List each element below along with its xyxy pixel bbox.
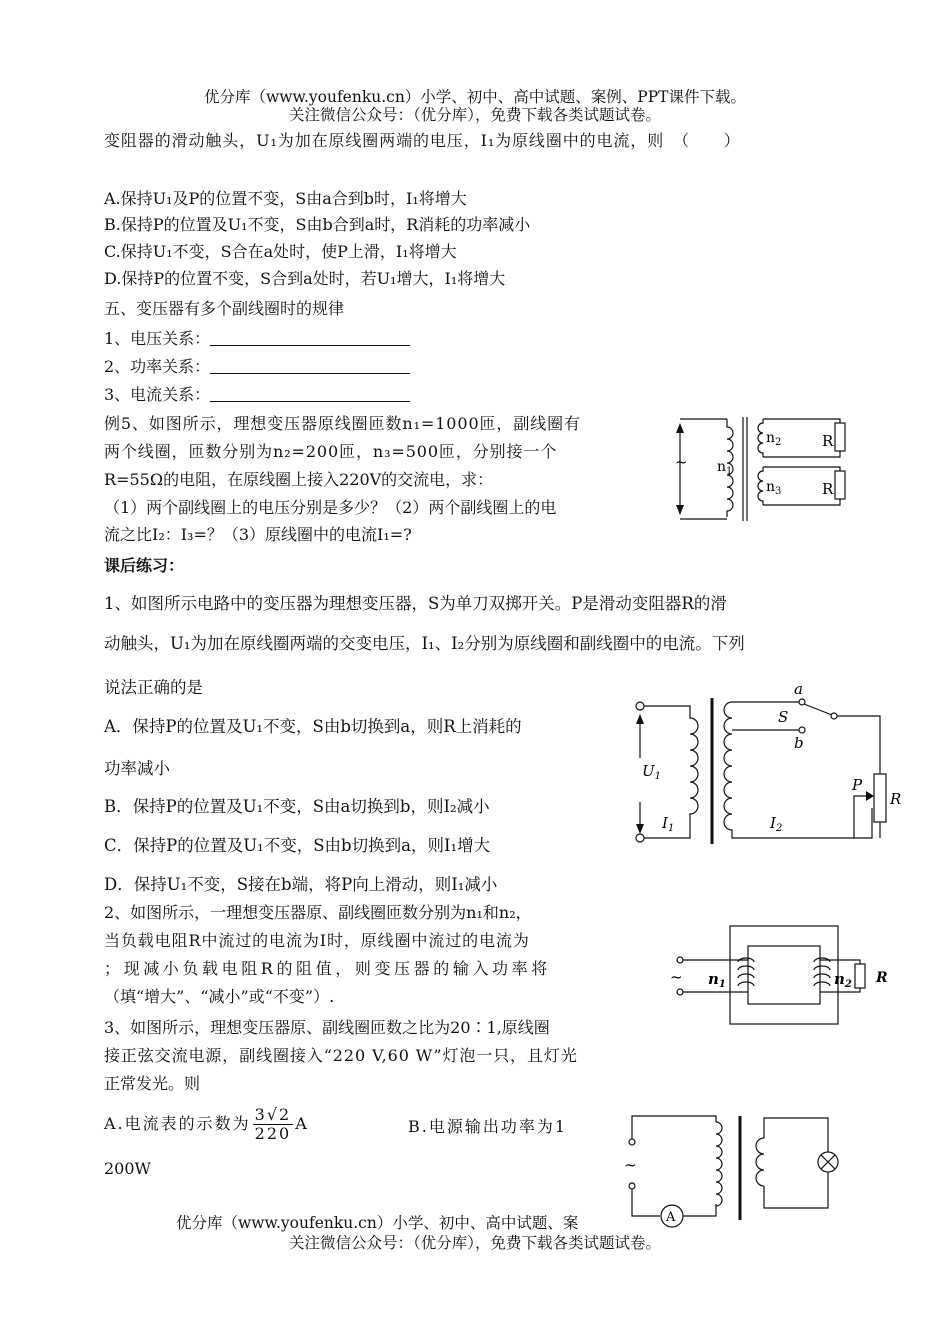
footer-line-1: 优分库（www.youfenku.cn）小学、初中、高中试题、案 [176,1214,579,1232]
answer-blank[interactable] [210,385,410,402]
option-a-fraction [253,1106,294,1143]
practice-q1-option-a: A．保持P的位置及U₁不变，S由b切换到a，则R上消耗的 [104,717,522,736]
example5-line: 例5、如图所示，理想变压器原线圈匝数n₁=1000匝，副线圈有 [104,414,581,433]
relation-label: 2、功率关系： [104,357,211,376]
practice-q1-stem: 动触头，U₁为加在原线圈两端的交变电压，I₁、I₂分别为原线圈和副线圈中的电流。下列 [104,634,745,653]
i2-label: $I_2$ [770,814,783,834]
answer-blank[interactable] [210,357,410,374]
relation-label: 1、电压关系： [104,329,211,348]
practice-q3-option-b: B.电源输出功率为1 [408,1117,568,1136]
practice-title: 课后练习： [104,556,185,575]
r-label: R [890,790,902,808]
question-stem: 变阻器的滑动触头，U₁为加在原线圈两端的电压，I₁为原线圈中的电流，则 （ ） [104,131,741,150]
relation-current [104,384,410,406]
ac-symbol: ~ [670,968,683,986]
practice-q1-circuit-figure [630,678,910,850]
n3-label: $n_3$ [766,479,782,497]
fraction-numerator: 3√2 [254,1105,292,1124]
example5-line: （1）两个副线圈上的电压分别是多少？（2）两个副线圈上的电 [104,498,557,517]
practice-q2-line: ；现减小负载电阻R的阻值，则变压器的输入功率将 [104,959,551,978]
practice-q1-stem: 说法正确的是 [104,678,203,697]
practice-q2-line: （填“增大”、“减小”或“不变”）. [104,987,335,1006]
ac-symbol: ~ [624,1156,637,1174]
practice-q3-transformer-figure [620,1108,852,1230]
ac-symbol: ~ [675,453,688,471]
n2-label: $n_2$ [834,970,852,990]
option-c: C.保持U₁不变，S合在a处时，使P上滑，I₁将增大 [104,242,457,261]
switch-a-label: a [794,680,803,698]
p-label: P [852,776,863,794]
option-a: A.保持U₁及P的位置不变，S由a合到b时，I₁将增大 [104,189,467,208]
practice-q1-option-a-cont: 功率减小 [104,759,170,778]
relation-voltage [104,328,410,350]
switch-s-label: S [778,708,789,726]
practice-q3-option-a [104,1106,309,1143]
practice-q1-option-b: B．保持P的位置及U₁不变，S由a切换到b，则I₂减小 [104,797,490,816]
ammeter-icon: A [666,1210,676,1225]
switch-b-label: b [794,734,804,752]
i1-label: $I_1$ [662,814,675,834]
n1-label: $n_1$ [717,459,733,477]
option-a-unit: A [295,1114,309,1133]
practice-q2-line: 2、如图所示，一理想变压器原、副线圈匝数分别为n₁和n₂， [104,903,532,922]
r-label: R [876,970,888,986]
practice-q1-stem: 1、如图所示电路中的变压器为理想变压器，S为单刀双掷开关。P是滑动变阻器R的滑 [104,594,727,613]
option-b: B.保持P的位置及U₁不变，S由b合到a时，R消耗的功率减小 [104,215,531,234]
example5-line: 流之比I₂：I₃=？（3）原线圈中的电流I₁=? [104,525,412,544]
resistor-label: R [822,432,834,450]
example5-line: R=55Ω的电阻，在原线圈上接入220V的交流电，求： [104,470,494,489]
answer-blank[interactable] [210,329,410,346]
practice-q3-line: 接正弦交流电源，副线圈接入“220 V,60 W”灯泡一只，且灯光 [104,1046,578,1065]
relation-label: 3、电流关系： [104,385,211,404]
practice-q2-transformer-figure [668,918,904,1030]
fraction-denominator: 220 [254,1124,292,1143]
option-a-text: A.电流表的示数为 [104,1114,251,1133]
option-d: D.保持P的位置不变，S合到a处时，若U₁增大，I₁将增大 [104,269,506,288]
example5-transformer-figure [665,405,860,530]
practice-q1-option-c: C．保持P的位置及U₁不变，S由b切换到a，则I₁增大 [104,836,491,855]
resistor-label: R [822,480,834,498]
practice-q1-option-d: D．保持U₁不变，S接在b端，将P向上滑动，则I₁减小 [104,875,498,894]
n1-label: $n_1$ [708,970,726,990]
section-title: 五、变压器有多个副线圈时的规律 [104,299,345,318]
practice-q3-line: 正常发光。则 [104,1074,201,1093]
practice-q3-option-b-cont: 200W [104,1159,151,1178]
n2-label: $n_2$ [766,430,782,448]
example5-line: 两个线圈，匝数分别为n₂=200匝，n₃=500匝，分别接一个 [104,442,558,461]
relation-power [104,356,410,378]
header-line-1: 优分库（www.youfenku.cn）小学、初中、高中试题、案例、PPT课件下载。 [203,88,747,106]
header-line-2: 关注微信公众号：（优分库），免费下载各类试题试卷。 [288,106,661,124]
practice-q2-line: 当负载电阻R中流过的电流为I时，原线圈中流过的电流为 [104,931,530,950]
u1-label: $U_1$ [642,762,662,782]
footer-line-2: 关注微信公众号：（优分库），免费下载各类试题试卷。 [288,1234,661,1252]
practice-q3-line: 3、如图所示，理想变压器原、副线圈匝数之比为20∶1,原线圈 [104,1018,550,1037]
